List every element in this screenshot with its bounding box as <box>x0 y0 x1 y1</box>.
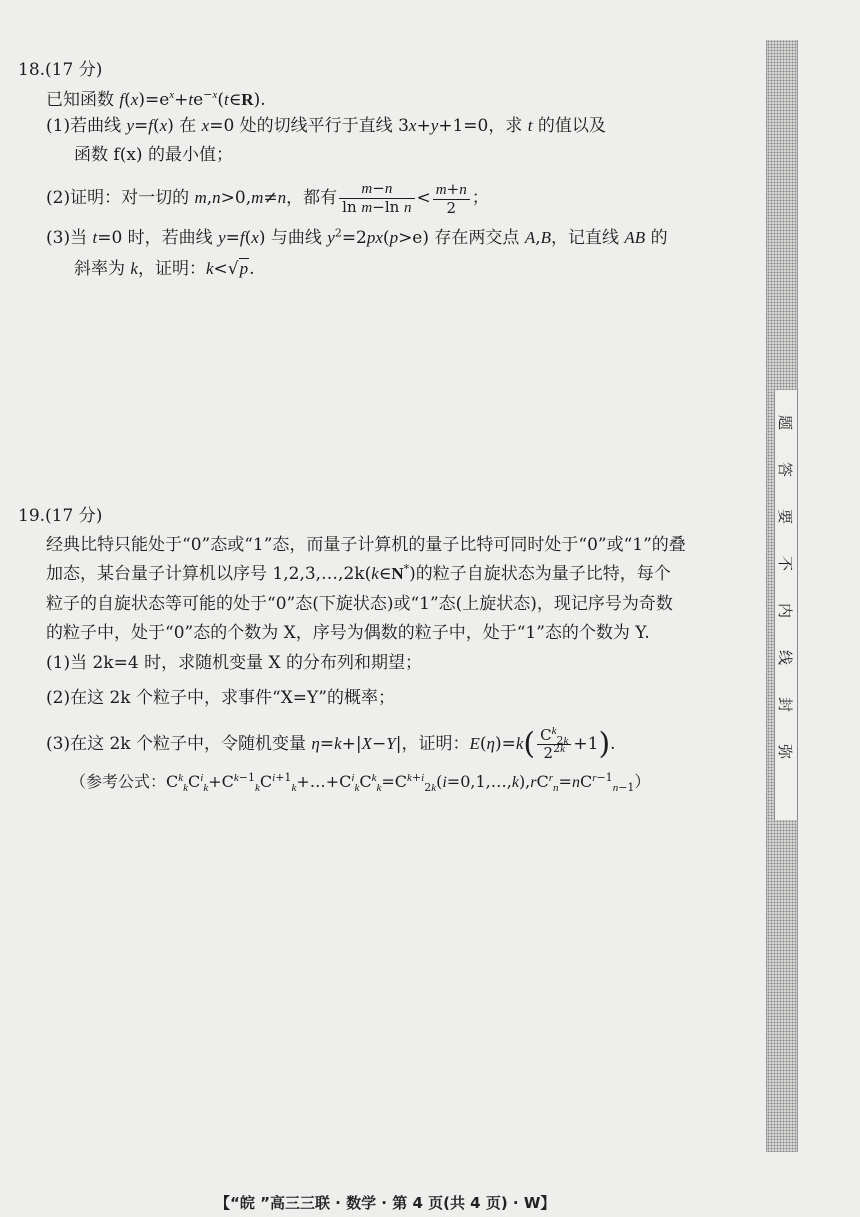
binding-char: 内 <box>776 602 795 619</box>
q19-header: 19.(17 分) <box>18 506 103 526</box>
q19-para-line3: 粒子的自旋状态等可能的处于“0”态(下旋状态)或“1”态(上旋状态)，现记序号为奇数 <box>46 594 673 614</box>
binding-char: 不 <box>776 555 795 572</box>
q19-para-line1: 经典比特只能处于“0”态或“1”态，而量子计算机的量子比特可同时处于“0”或“1”的叠 <box>46 535 686 555</box>
q19-para-line2: 加态，某台量子计算机以序号 1,2,3,…,2k(k∈N*)的粒子自旋状态为量子比特，每个 <box>46 562 671 584</box>
binding-char: 要 <box>776 508 795 525</box>
q18-part3-cont: 斜率为 k，证明：k<√p. <box>74 259 255 279</box>
q18-part1-cont: 函数 f(x) 的最小值； <box>74 145 233 165</box>
q19-part2: (2)在这 2k 个粒子中，求事件“X=Y”的概率； <box>46 688 395 708</box>
binding-char: 答 <box>776 461 795 478</box>
binding-char: 封 <box>776 696 795 713</box>
fraction-arith-mean: $\frac{m+n}{2}$ <box>433 181 470 217</box>
page-footer: 【“皖 ”高三三联 · 数学 · 第 4 页(共 4 页) · W】 <box>215 1194 556 1212</box>
q18-part1: (1)若曲线 y=f(x) 在 x=0 处的切线平行于直线 3x+y+1=0，求 t 的值以及 <box>46 116 606 136</box>
binding-label <box>776 412 796 762</box>
q18-intro: 已知函数 $f(x)=e^x+te^{-x}(t\in R)$. <box>46 88 266 110</box>
fraction-expectation: $\frac{C^k_{2k}}{2^{2k}}$ <box>537 727 571 762</box>
q18-part3: (3)当 t=0 时，若曲线 y=f(x) 与曲线 $y^2=2px(p>e)$ 存在两交点 A,B，记直线 AB 的 <box>46 226 668 248</box>
binding-char: 题 <box>776 414 795 431</box>
q18-header: 18.(17 分) <box>18 60 103 80</box>
q18-part2: (2)证明：对一切的 m,n>0,m≠n，都有 $\frac{m-n}{\text{ln m−ln n}}$ < $\frac{m+n}{2}$ ； <box>46 179 489 217</box>
q19-part1: (1)当 2k=4 时，求随机变量 X 的分布列和期望； <box>46 653 422 673</box>
binding-char: 线 <box>776 649 795 666</box>
fraction-log-mean: $\frac{m-n}{\text{ln m−ln n}}$ <box>339 180 414 217</box>
q19-reference-formula: （参考公式：$C^k_kC^i_k+C^{k-1}_kC^{i+1}_k+\dots+C^i_kC^k_k=C^{k+i}_{2k}(i=0,1,\dots,k),rC^r_n=nC^{r-1}_{n-1}$） <box>70 770 651 795</box>
q19-part3: (3)在这 2k 个粒子中，令随机变量 η=k+|X−Y|，证明：E(η)=k( $\frac{C^k_{2k}}{2^{2k}}$ +1). <box>46 725 616 762</box>
binding-char: 弥 <box>776 743 795 760</box>
q19-para-line4: 的粒子中，处于“0”态的个数为 X，序号为偶数的粒子中，处于“1”态的个数为 Y. <box>46 623 650 643</box>
